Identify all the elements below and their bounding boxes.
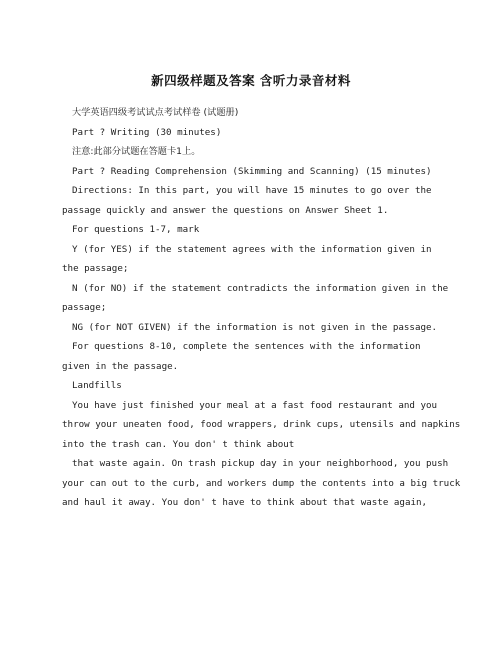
text-line: Part ? Writing (30 minutes) [72, 126, 222, 138]
text-line: given in the passage. [62, 360, 179, 372]
text-line: Part ? Reading Comprehension (Skimming and Scanning) (15 minutes) [72, 165, 432, 177]
text-line: that waste again. On trash pickup day in your neighborhood, you push [72, 458, 449, 469]
text-line: throw your uneaten food, food wrappers, drink cups, utensils and napkins [62, 419, 461, 430]
text-line: Landfills [72, 380, 122, 391]
document-body [62, 103, 461, 513]
page-title: 新四级样题及答案 含听力录音材料 [151, 73, 351, 88]
text-line: the passage; [62, 263, 129, 274]
text-line: 大学英语四级考试试点考试样卷 (试题册) [72, 107, 239, 118]
text-line: Y (for YES) if the statement agrees with the information given in [72, 243, 432, 255]
text-line: Directions: In this part, you will have 15 minutes to go over the [72, 185, 432, 196]
text-line: into the trash can. You don' t think about [62, 438, 295, 450]
text-line: 注意:此部分试题在答题卡1上。 [72, 146, 201, 157]
text-line: You have just finished your meal at a fast food restaurant and you [72, 399, 438, 411]
text-line: passage quickly and answer the questions on Answer Sheet 1. [62, 204, 389, 216]
text-line: For questions 1-7, mark [72, 224, 200, 235]
text-line: For questions 8-10, complete the sentences with the information [72, 341, 421, 352]
text-line: N (for NO) if the statement contradicts the information given in the [72, 282, 449, 294]
text-line: your can out to the curb, and workers dump the contents into a big truck [62, 477, 461, 489]
text-line: NG (for NOT GIVEN) if the information is not given in the passage. [72, 321, 438, 333]
text-line: passage; [62, 302, 107, 313]
text-line: and haul it away. You don' t have to think about that waste again, [62, 497, 428, 508]
